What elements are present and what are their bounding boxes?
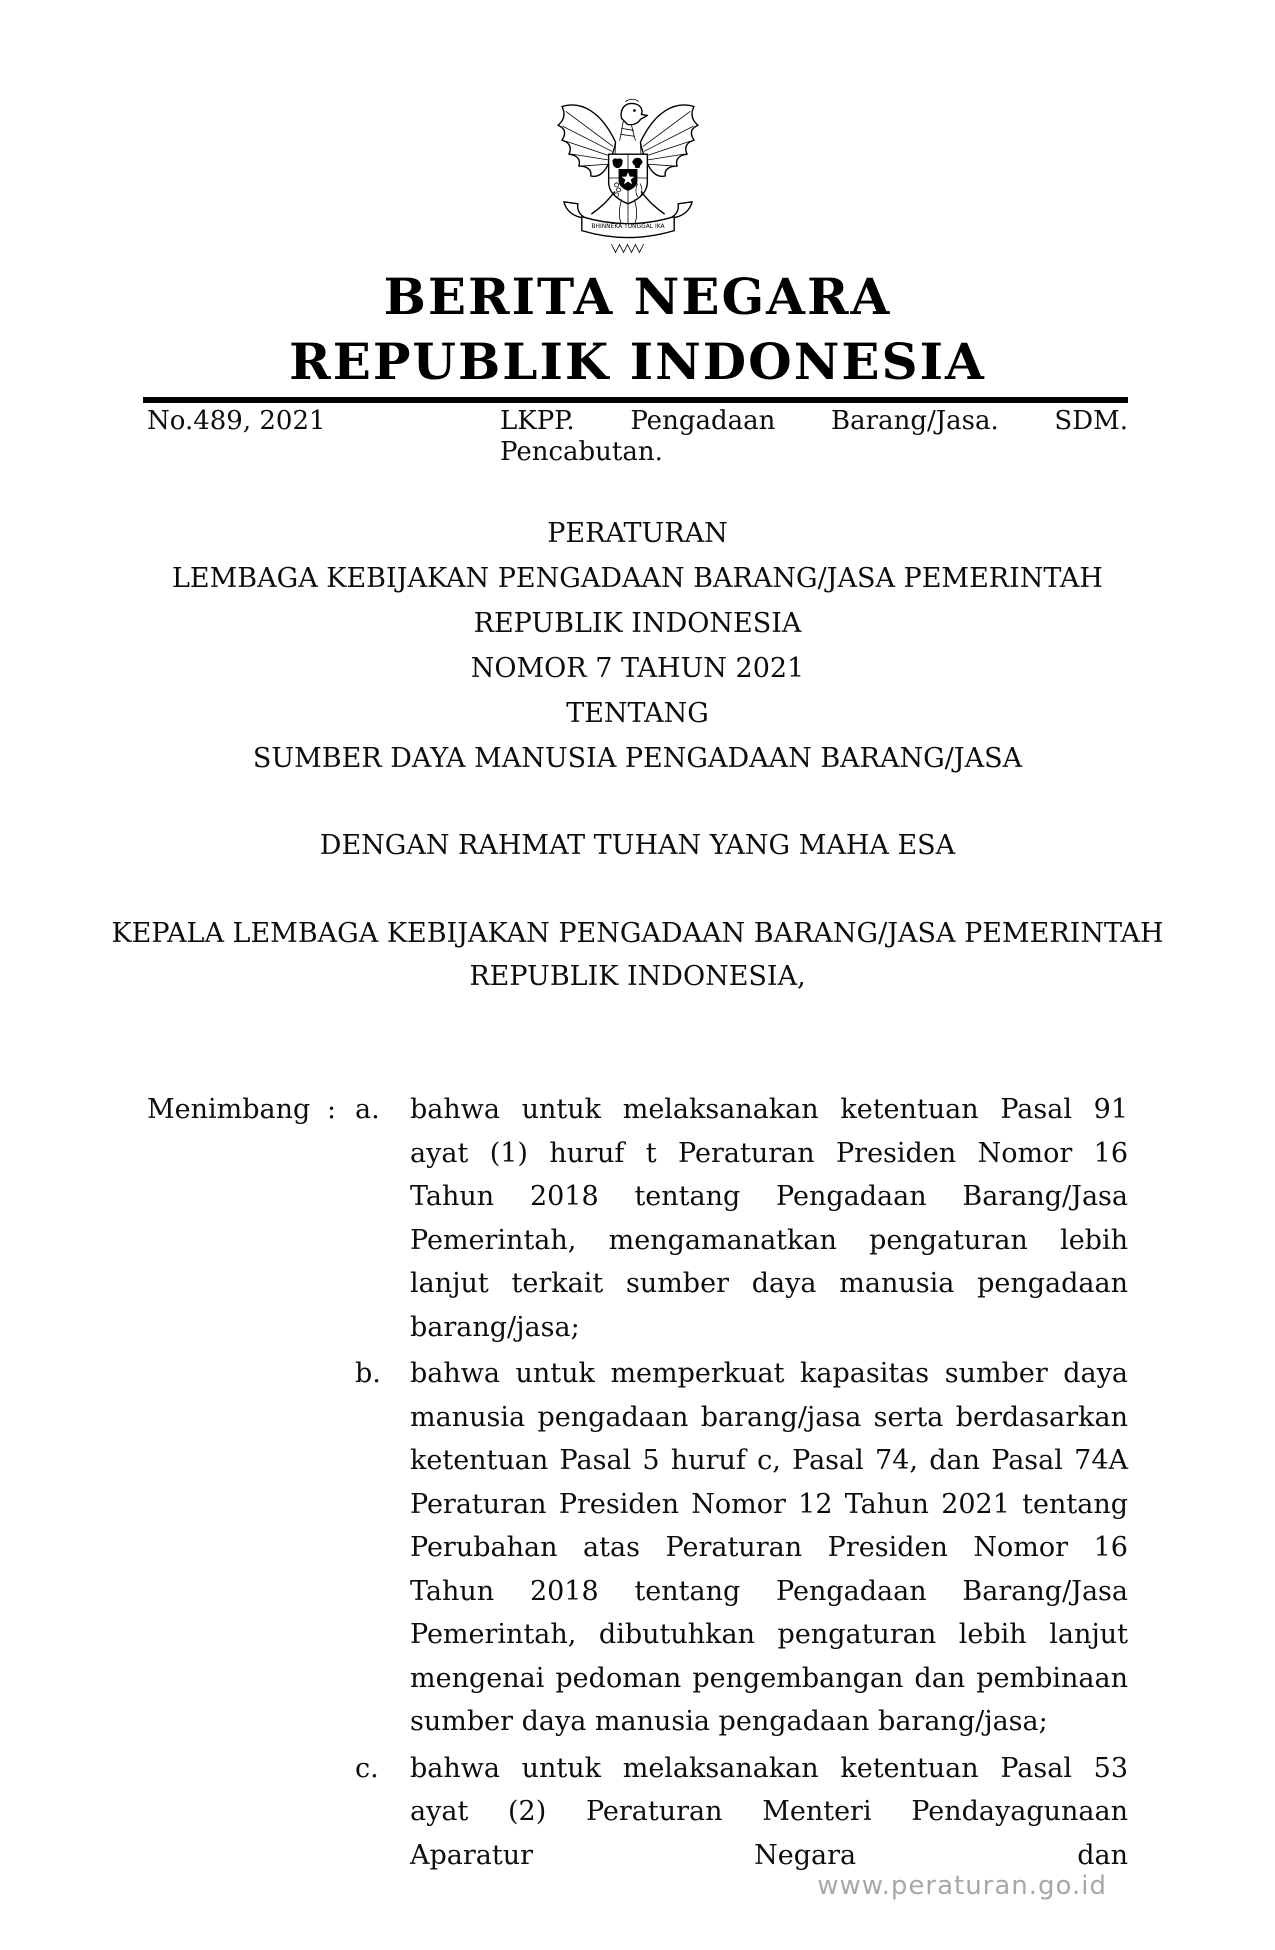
title-line-peraturan: PERATURAN bbox=[547, 518, 728, 549]
subject-word: LKPP. bbox=[500, 406, 575, 436]
considerations-section bbox=[147, 1088, 1128, 1880]
consideration-item-b bbox=[355, 1352, 1128, 1744]
subject-word: Pengadaan bbox=[630, 406, 776, 436]
tail-fringe bbox=[612, 245, 644, 253]
garuda-pancasila-emblem bbox=[556, 98, 700, 256]
title-line-subject: SUMBER DAYA MANUSIA PENGADAAN BARANG/JASA bbox=[252, 743, 1023, 774]
item-text: bahwa untuk melaksanakan ketentuan Pasal 91 ayat (1) huruf t Peraturan Presiden Nomor 16 Tahun 2018 tentang Pengadaan Barang/Jasa Pemerintah, mengamanatkan pengaturan lebih lanjut terkait sumber daya manusia pengadaan barang/jasa; bbox=[410, 1094, 1128, 1343]
title-line-nomor: NOMOR 7 TAHUN 2021 bbox=[470, 653, 805, 684]
eagle-head bbox=[620, 99, 648, 140]
issuing-authority bbox=[0, 912, 1275, 998]
right-wing bbox=[640, 105, 698, 176]
subject-word: Barang/Jasa. bbox=[831, 406, 999, 436]
subject-line2: Pencabutan. bbox=[500, 437, 663, 467]
menimbang-label: Menimbang bbox=[147, 1094, 311, 1125]
invocation-line: DENGAN RAHMAT TUHAN YANG MAHA ESA bbox=[319, 830, 956, 861]
masthead-line2: REPUBLIK INDONESIA bbox=[289, 332, 986, 391]
authority-line1: KEPALA LEMBAGA KEBIJAKAN PENGADAAN BARANG/JASA PEMERINTAH bbox=[111, 918, 1164, 949]
subject-keywords bbox=[500, 406, 1128, 468]
pancasila-shield bbox=[609, 154, 648, 204]
subject-word: SDM. bbox=[1054, 406, 1128, 436]
tail-feathers bbox=[619, 200, 636, 226]
subject-line1 bbox=[500, 406, 1128, 437]
item-marker: c. bbox=[355, 1752, 379, 1784]
item-marker: b. bbox=[355, 1358, 381, 1389]
title-line-republik: REPUBLIK INDONESIA bbox=[473, 608, 802, 639]
left-wing bbox=[558, 105, 616, 176]
item-marker: a. bbox=[355, 1094, 380, 1125]
menimbang-colon: : bbox=[327, 1094, 337, 1125]
motto-text: BHINNEKA TUNGGAL IKA bbox=[591, 223, 665, 231]
item-text: bahwa untuk memperkuat kapasitas sumber daya manusia pengadaan barang/jasa serta berdasarkan ketentuan Pasal 5 huruf c, Pasal 74, dan Pasal 74A Peraturan Presiden Nomor 12 Tahun 2021 tentang Perubahan atas Peraturan Presiden Nomor 16 Tahun 2018 tentang Pengadaan Barang/Jasa Pemerintah, dibutuhkan pengaturan lebih lanjut mengenai pedoman pengembangan dan pembinaan sumber daya manusia pengadaan barang/jasa; bbox=[410, 1358, 1128, 1737]
consideration-items bbox=[355, 1088, 1128, 1877]
gazette-number: No.489, 2021 bbox=[147, 406, 326, 436]
title-line-lembaga: LEMBAGA KEBIJAKAN PENGADAAN BARANG/JASA PEMERINTAH bbox=[172, 563, 1103, 594]
consideration-item-c bbox=[355, 1747, 1128, 1878]
regulation-title bbox=[0, 511, 1275, 781]
title-line-tentang: TENTANG bbox=[566, 698, 709, 729]
footer-website: www.peraturan.go.id bbox=[817, 1871, 1107, 1901]
masthead-line1: BERITA NEGARA bbox=[383, 267, 892, 326]
authority-line2: REPUBLIK INDONESIA, bbox=[469, 961, 806, 992]
masthead-rule bbox=[143, 397, 1128, 403]
consideration-item-a bbox=[355, 1088, 1128, 1349]
item-text: bahwa untuk melaksanakan ketentuan Pasal 53 ayat (2) Peraturan Menteri Pendayagunaan Aparatur Negara dan bbox=[410, 1752, 1128, 1871]
